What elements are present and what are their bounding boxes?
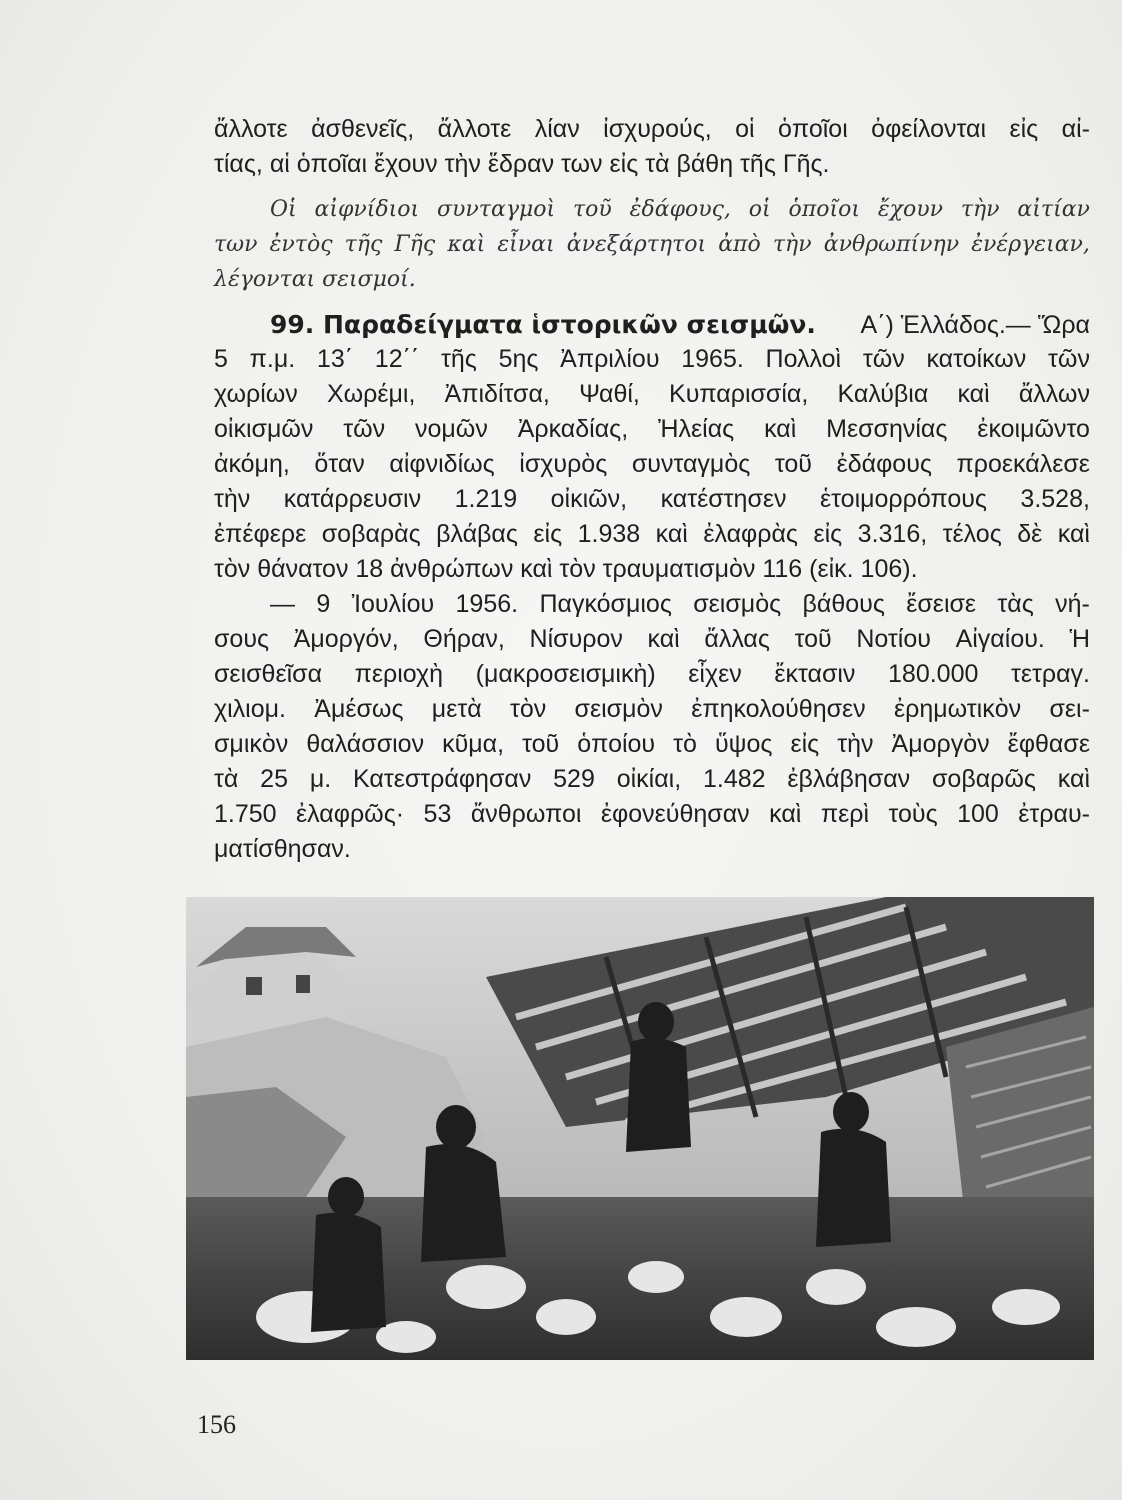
- word: ἐπηκολούθησεν: [691, 695, 866, 723]
- word: ἔσεισε: [906, 590, 977, 618]
- definition-line: λέγονται σεισμοί.: [214, 267, 416, 292]
- word: Ψαθί,: [579, 380, 640, 408]
- definition-line: [214, 192, 1090, 227]
- word: χιλιομ.: [214, 695, 286, 723]
- word: τὴν: [837, 730, 874, 758]
- word: 3.528,: [1020, 485, 1090, 513]
- word: ἐντὸς: [269, 232, 333, 257]
- word: ὕψος: [714, 730, 773, 758]
- word: Ἀμέσως: [314, 695, 404, 723]
- word: 1.219: [454, 485, 518, 513]
- word: σμικὸν: [214, 730, 289, 758]
- word: κατέστησεν: [660, 485, 787, 513]
- word: σεισμὸν: [574, 695, 663, 723]
- photo-illustration: [186, 897, 1094, 1360]
- word: οἰκιῶν,: [550, 485, 628, 513]
- word: Νοτίου: [856, 625, 931, 653]
- word: 1.750: [214, 800, 277, 828]
- word: 3.316,: [857, 520, 928, 548]
- word: 5: [214, 345, 228, 373]
- word: ἐλαφρὰς: [703, 520, 798, 548]
- word: οἰκίαι,: [616, 765, 682, 793]
- word: ἔφθασε: [1007, 730, 1090, 758]
- word: σους: [214, 625, 270, 653]
- word: ἔχουν: [877, 197, 943, 222]
- word: τοῦ: [794, 625, 832, 653]
- word: ἐλαφρῶς·: [296, 800, 405, 828]
- body-text: [214, 112, 1090, 867]
- word: οἰκισμῶν: [214, 415, 314, 443]
- word: τῆς: [441, 345, 477, 373]
- page-number: 156: [197, 1410, 236, 1439]
- word: Παγκόσμιος: [539, 590, 672, 618]
- word: τὴν: [214, 485, 251, 513]
- word: τὴν: [960, 197, 1000, 222]
- word: Ἰουλίου: [351, 590, 435, 618]
- word: 180.000: [888, 660, 979, 688]
- word: ἰσχυρούς,: [603, 115, 712, 143]
- word: κατάρρευσιν: [283, 485, 422, 513]
- word: ἄλλοτε: [214, 115, 288, 143]
- word: αἰ-: [1061, 115, 1090, 143]
- word: τοῦ: [522, 730, 560, 758]
- word: καὶ: [957, 380, 990, 408]
- word: τὸν: [509, 695, 547, 723]
- word: 25: [260, 765, 288, 793]
- word: ἀσθενεῖς,: [311, 115, 415, 143]
- word: εἶναι: [497, 232, 555, 257]
- section-heading: 99. Παραδείγματα ἱστορικῶν σεισμῶν.: [270, 310, 816, 339]
- word: τῶν: [343, 415, 386, 443]
- word: —: [270, 590, 295, 618]
- word: λίαν: [534, 115, 580, 143]
- word: καὶ: [655, 520, 688, 548]
- word: καὶ: [1057, 520, 1090, 548]
- word: βάθους: [802, 590, 885, 618]
- word: κῦμα,: [442, 730, 505, 758]
- word: ἀνθρωπίνην: [823, 232, 960, 257]
- word: Ἀμοργὸν: [891, 730, 990, 758]
- word: Οἱ: [270, 197, 297, 222]
- word: ἀνεξάρτητοι: [566, 232, 707, 257]
- word: σεισθεῖσα: [214, 660, 323, 688]
- word: τὰ: [214, 765, 239, 793]
- word: (μακροσεισμικὴ): [475, 660, 656, 688]
- word: αἰφνιδίως: [389, 450, 495, 478]
- word: Πολλοὶ: [765, 345, 842, 373]
- word: 13΄: [316, 345, 354, 373]
- text-line: [214, 447, 1090, 482]
- word: ἐδάφους,: [629, 197, 731, 222]
- word: ἐφονεύθησαν: [600, 800, 750, 828]
- word: τῶν: [1048, 345, 1090, 373]
- word: τετραγ.: [1010, 660, 1090, 688]
- word: τοὺς: [888, 800, 938, 828]
- word: 1.482: [703, 765, 766, 793]
- word: ἐπέφερε: [214, 520, 307, 548]
- section-heading-rest: Α΄) Ἑλλάδος.— Ὥρα: [860, 311, 1090, 339]
- word: 1.938: [577, 520, 641, 548]
- word: Ἀπιδίτσα,: [444, 380, 550, 408]
- text-line: [214, 377, 1090, 412]
- word: σεισμὸς: [693, 590, 782, 618]
- earthquake-ruins-photo: [186, 897, 1094, 1360]
- word: Θήραν,: [423, 625, 505, 653]
- text-line: [214, 517, 1090, 552]
- text-line: τὸν θάνατον 18 ἀνθρώπων καὶ τὸν τραυματισμὸν 116 (εἰκ. 106).: [214, 555, 918, 583]
- word: ἐρημωτικὸν: [893, 695, 1022, 723]
- text-line: τίας, αἱ ὁποῖαι ἔχουν τὴν ἕδραν των εἰς τὰ βάθη τῆς Γῆς.: [214, 150, 830, 178]
- word: βλάβας: [436, 520, 518, 548]
- word: ἐκοιμῶντο: [977, 415, 1090, 443]
- word: εἰς: [533, 520, 563, 548]
- word: ὀφείλονται: [871, 115, 987, 143]
- word: ἄλλων: [1018, 380, 1090, 408]
- text-line: [214, 412, 1090, 447]
- word: Ἡ: [1069, 625, 1090, 653]
- word: Αἰγαίου.: [955, 625, 1045, 653]
- text-line: [214, 797, 1090, 832]
- text-line: [214, 342, 1090, 377]
- word: Νίσυρον: [529, 625, 623, 653]
- word: ἔκτασιν: [774, 660, 856, 688]
- word: 5ης: [498, 345, 539, 373]
- word: νή-: [1055, 590, 1090, 618]
- text-line: [214, 727, 1090, 762]
- section-heading-line: [214, 307, 1090, 342]
- word: προεκάλεσε: [956, 450, 1090, 478]
- word: τοῦ: [573, 197, 612, 222]
- word: συνταγμὸς: [631, 450, 751, 478]
- word: 1965.: [681, 345, 744, 373]
- word: τῶν: [862, 345, 905, 373]
- word: καὶ: [769, 800, 802, 828]
- word: τοῦ: [774, 450, 812, 478]
- word: ἐβλάβησαν: [787, 765, 911, 793]
- word: Κυπαρισσία,: [669, 380, 809, 408]
- word: 529: [553, 765, 595, 793]
- word: ἐνέργειαν,: [971, 232, 1090, 257]
- word: ἀπὸ: [718, 232, 761, 257]
- word: 53: [423, 800, 452, 828]
- word: Γῆς: [394, 232, 436, 257]
- word: χωρίων: [214, 380, 298, 408]
- word: αἰφνίδιοι: [314, 197, 420, 222]
- word: Καλύβια: [837, 380, 929, 408]
- word: τὰς: [997, 590, 1034, 618]
- word: ὁποῖοι: [788, 197, 860, 222]
- definition-line: [214, 227, 1090, 262]
- word: 12΄΄: [374, 345, 420, 373]
- word: σοβαρὰς: [321, 520, 421, 548]
- word: οἱ: [748, 197, 771, 222]
- word: 1956.: [455, 590, 519, 618]
- word: τῆς: [344, 232, 383, 257]
- word: Χωρέμι,: [326, 380, 416, 408]
- text-line: [214, 762, 1090, 797]
- word: ἐτραυ-: [1018, 800, 1090, 828]
- word: 9: [316, 590, 331, 618]
- word: τὸ: [673, 730, 697, 758]
- word: εἰς: [1009, 115, 1039, 143]
- word: εἶχεν: [688, 660, 742, 688]
- word: τέλος: [942, 520, 1002, 548]
- text-line: [214, 622, 1090, 657]
- text-line: [214, 692, 1090, 727]
- word: νομῶν: [415, 415, 488, 443]
- word: των: [214, 232, 258, 257]
- word: ἰσχυρὸς: [519, 450, 608, 478]
- word: καὶ: [764, 415, 797, 443]
- word: ἀκόμη,: [214, 450, 290, 478]
- word: αἰτίαν: [1017, 197, 1090, 222]
- word: καὶ: [447, 232, 486, 257]
- word: σει-: [1049, 695, 1090, 723]
- word: καὶ: [647, 625, 680, 653]
- word: καὶ: [1057, 765, 1090, 793]
- word: μετὰ: [431, 695, 482, 723]
- text-line: [214, 112, 1090, 147]
- word: ἄλλοτε: [437, 115, 512, 143]
- text-line: [214, 482, 1090, 517]
- word: ἄνθρωποι: [470, 800, 582, 828]
- word: περὶ: [820, 800, 869, 828]
- word: κατοίκων: [926, 345, 1027, 373]
- word: μ.: [309, 765, 332, 793]
- word: ὁποίου: [577, 730, 656, 758]
- word: οἱ: [735, 115, 755, 143]
- word: εἰς: [813, 520, 843, 548]
- text-line: [214, 587, 1090, 622]
- word: π.μ.: [249, 345, 296, 373]
- word: ἐδάφους: [836, 450, 932, 478]
- word: θαλάσσιον: [306, 730, 425, 758]
- word: τὴν: [772, 232, 812, 257]
- word: Κατεστράφησαν: [353, 765, 532, 793]
- word: Ἀρκαδίας,: [517, 415, 629, 443]
- word: Ἀπριλίου: [560, 345, 660, 373]
- word: σοβαρῶς: [932, 765, 1036, 793]
- word: περιοχὴ: [354, 660, 444, 688]
- word: ὁποῖοι: [778, 115, 848, 143]
- text-line: [214, 657, 1090, 692]
- word: εἰς: [790, 730, 820, 758]
- word: Ἠλείας: [658, 415, 735, 443]
- word: ὅταν: [314, 450, 365, 478]
- word: Μεσσηνίας: [826, 415, 948, 443]
- word: συνταγμοὶ: [437, 197, 556, 222]
- word: ἄλλας: [704, 625, 770, 653]
- word: Ἀμοργόν,: [293, 625, 399, 653]
- word: 100: [957, 800, 999, 828]
- word: ἑτοιμορρόπους: [820, 485, 987, 513]
- word: δὲ: [1017, 520, 1043, 548]
- text-line: ματίσθησαν.: [214, 835, 351, 863]
